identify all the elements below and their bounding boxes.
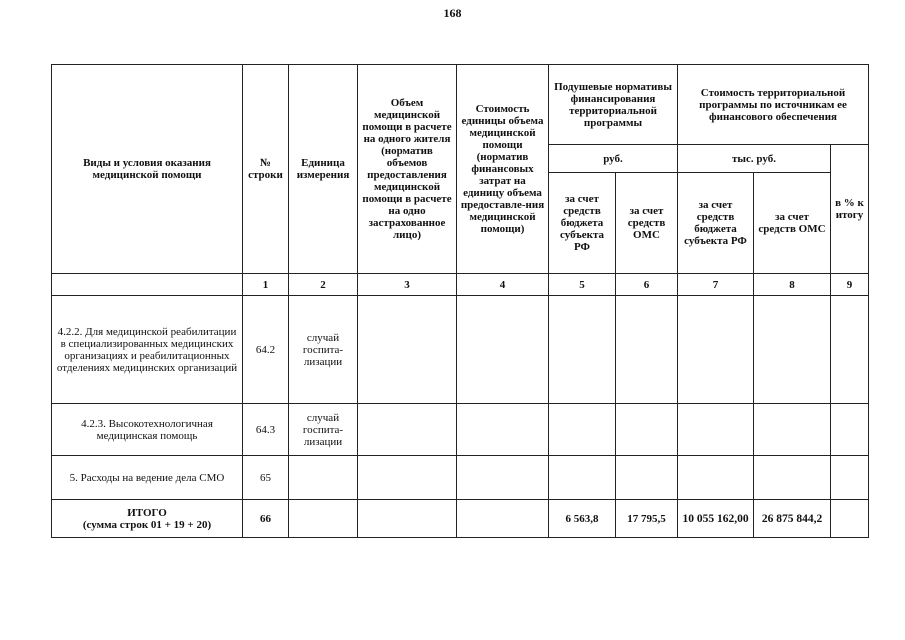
header-type-conditions: Виды и условия оказания медицинской помощи [52,65,243,274]
col-num: 8 [754,274,831,296]
total-oms-thousand: 26 875 844,2 [754,500,831,538]
cell [457,456,549,500]
total-label-line1: ИТОГО [127,506,167,519]
column-number-row [52,274,869,296]
cell [754,404,831,456]
cell [289,500,358,538]
cell [549,456,616,500]
cell [457,500,549,538]
total-label [52,500,243,538]
header-row-number: № строки [243,65,289,274]
header-unit: Единица измерения [289,65,358,274]
row-label: 4.2.2. Для медицинской реабилитации в специализированных медицинских организациях и реабилитационных отделениях медицинских организаций [52,296,243,404]
row-unit: случай госпита-лизации [289,404,358,456]
col-num: 5 [549,274,616,296]
total-row-number: 66 [243,500,289,538]
row-number: 64.2 [243,296,289,404]
financing-table [51,64,869,538]
col-num-blank [52,274,243,296]
table-row [52,296,869,404]
cell [358,456,457,500]
header-unit-thousand-rub: тыс. руб. [678,145,831,173]
cell [616,456,678,500]
header-program-cost: Стоимость территориальной программы по источникам ее финансового обеспечения [678,65,869,145]
col-num: 3 [358,274,457,296]
table-row [52,456,869,500]
row-label: 4.2.3. Высокотехнологичная медицинская помощь [52,404,243,456]
cell [678,404,754,456]
total-oms-rub: 17 795,5 [616,500,678,538]
header-unit-rub: руб. [549,145,678,173]
cell [831,404,869,456]
cell [457,296,549,404]
col-num: 1 [243,274,289,296]
header-volume: Объем медицинской помощи в расчете на одного жителя (норматив объемов предоставления медицинской помощи в расчете на одно застрахованное лицо) [358,65,457,274]
header-per-capita: Подушевые нормативы финансирования территориальной программы [549,65,678,145]
row-label: 5. Расходы на ведение дела СМО [52,456,243,500]
cell [754,456,831,500]
col-num: 6 [616,274,678,296]
header-budget-rf-rub: за счет средств бюджета субъекта РФ [549,173,616,274]
cell [549,296,616,404]
row-unit: случай госпита-лизации [289,296,358,404]
total-budget-rf-thousand: 10 055 162,00 [678,500,754,538]
cell [616,404,678,456]
total-budget-rf-rub: 6 563,8 [549,500,616,538]
row-unit [289,456,358,500]
cell [831,296,869,404]
cell [831,456,869,500]
header-oms-rub: за счет средств ОМС [616,173,678,274]
header-percent-total: в % к итогу [831,145,869,274]
col-num: 4 [457,274,549,296]
col-num: 7 [678,274,754,296]
row-number: 65 [243,456,289,500]
col-num: 9 [831,274,869,296]
col-num: 2 [289,274,358,296]
cell [358,500,457,538]
cell [457,404,549,456]
cell [358,296,457,404]
header-budget-rf-thousand: за счет средств бюджета субъекта РФ [678,173,754,274]
cell [616,296,678,404]
total-label-line2: (сумма строк 01 + 19 + 20) [82,518,212,531]
cell [754,296,831,404]
header-unit-cost: Стоимость единицы объема медицинской помощи (норматив финансовых затрат на единицу объема предоставле-ния медицинской помощи) [457,65,549,274]
cell [678,296,754,404]
total-row [52,500,869,538]
cell [549,404,616,456]
cell [678,456,754,500]
header-oms-thousand: за счет средств ОМС [754,173,831,274]
cell [358,404,457,456]
cell [831,500,869,538]
row-number: 64.3 [243,404,289,456]
page-number: 168 [443,6,462,20]
table-row [52,404,869,456]
